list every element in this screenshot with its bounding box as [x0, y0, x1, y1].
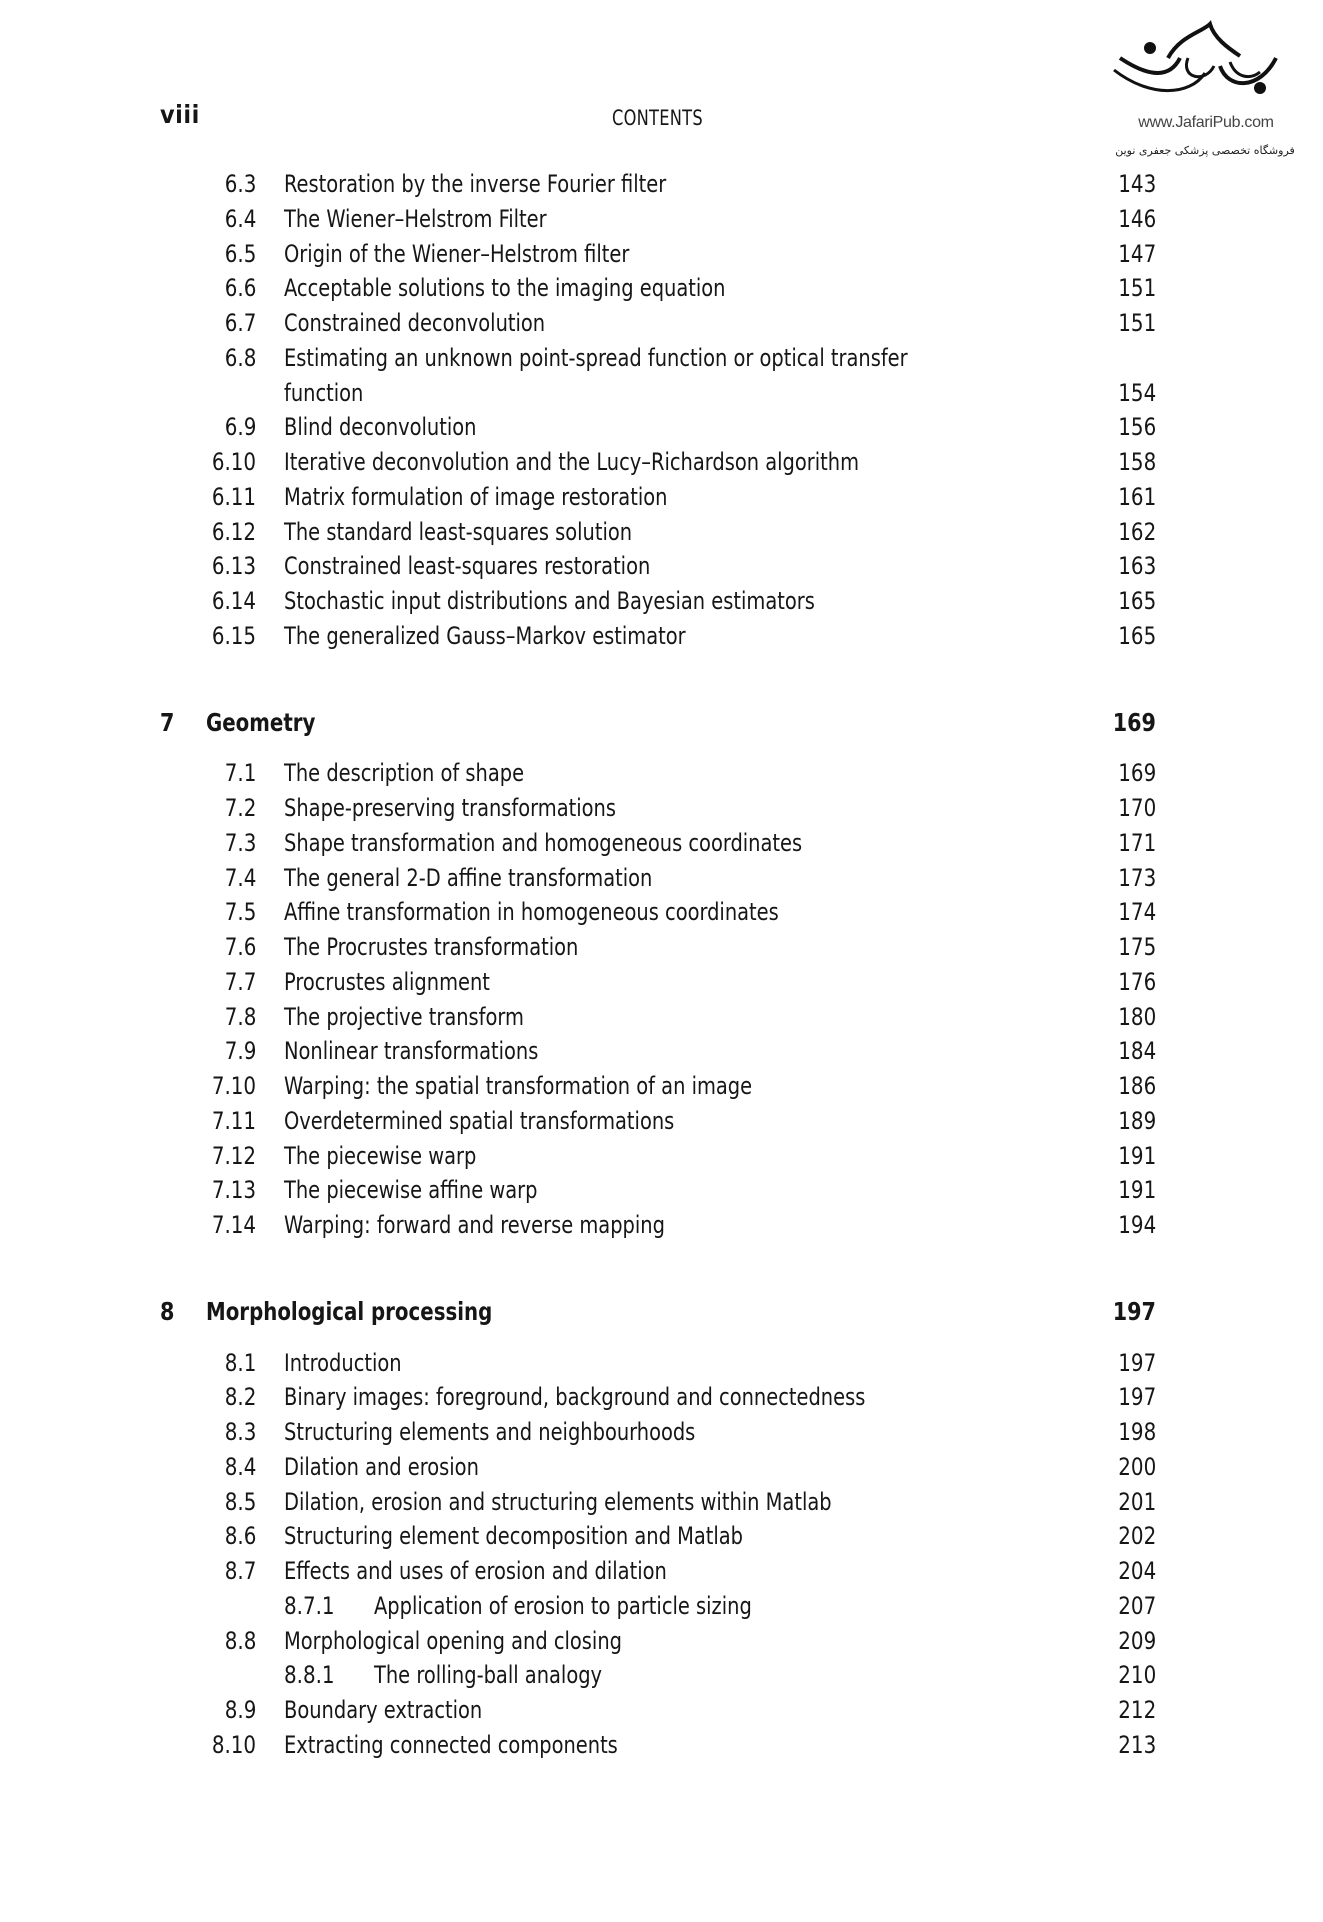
toc-entry-title: function	[284, 378, 364, 407]
toc-section-entry	[0, 410, 1323, 444]
toc-section-entry	[0, 167, 1323, 201]
toc-entry-title: Dilation and erosion	[284, 1452, 479, 1481]
toc-entry-number: 6.8	[224, 343, 256, 372]
toc-entry-title: Warping: forward and reverse mapping	[284, 1211, 665, 1239]
page-folio: viii	[160, 100, 200, 129]
toc-entry-page-number: 174	[1118, 898, 1156, 927]
toc-section-entry	[0, 756, 1323, 790]
toc-section-entry	[0, 861, 1323, 895]
toc-entry-title: The rolling-ball analogy	[374, 1661, 603, 1690]
toc-entry-number: 6.11	[211, 482, 256, 511]
toc-entry-title: Shape transformation and homogeneous coordinates	[284, 828, 803, 857]
toc-entry-page-number: 184	[1118, 1037, 1156, 1066]
toc-entry-page-number: 207	[1118, 1591, 1156, 1620]
toc-entry-number: 8.4	[224, 1452, 256, 1481]
toc-entry-number: 8.6	[224, 1522, 256, 1551]
toc-entry-number: 8.5	[224, 1487, 256, 1516]
toc-entry-title: The Wiener–Helstrom Filter	[284, 204, 547, 233]
toc-entry-number: 8.3	[224, 1418, 256, 1446]
toc-subsection-entry	[0, 1589, 1323, 1623]
toc-entry-page-number: 212	[1118, 1696, 1156, 1724]
toc-entry-page-number: 165	[1118, 621, 1156, 650]
toc-section-entry	[0, 271, 1323, 305]
toc-section-entry	[0, 1519, 1323, 1553]
toc-section-entry	[0, 237, 1323, 271]
toc-section-entry	[0, 1728, 1323, 1762]
calligraphy-logo-icon	[1110, 18, 1280, 110]
toc-entry-number: 6.14	[211, 587, 256, 615]
toc-entry-title: Procrustes alignment	[284, 967, 490, 996]
toc-section-entry	[0, 445, 1323, 479]
toc-entry-number: 8.9	[224, 1696, 256, 1724]
toc-entry-title: Binary images: foreground, background and connectedness	[284, 1383, 866, 1412]
toc-section-entry	[0, 515, 1323, 549]
toc-entry-number: 7.10	[211, 1072, 256, 1100]
toc-entry-number: 8.8	[224, 1626, 256, 1655]
publisher-url: www.JafariPub.com	[1138, 114, 1274, 131]
toc-entry-page-number: 162	[1118, 517, 1156, 546]
toc-entry-number: 7.5	[224, 898, 256, 927]
toc-entry-title: Nonlinear transformations	[284, 1037, 539, 1066]
toc-entry-page-number: 198	[1118, 1418, 1156, 1446]
toc-entry-page-number: 146	[1118, 204, 1156, 233]
toc-entry-number: 7.8	[224, 1002, 256, 1031]
toc-entry-number: 7.12	[211, 1141, 256, 1170]
toc-entry-title: Geometry	[206, 707, 316, 737]
toc-entry-title: Blind deconvolution	[284, 413, 477, 442]
toc-section-entry	[0, 584, 1323, 618]
toc-section-entry	[0, 1000, 1323, 1034]
toc-entry-title: Affine transformation in homogeneous coordinates	[284, 898, 779, 927]
toc-entry-page-number: 186	[1118, 1072, 1156, 1100]
toc-entry-title: Extracting connected components	[284, 1730, 618, 1759]
toc-section-entry	[0, 826, 1323, 860]
toc-entry-number: 8.7	[224, 1557, 256, 1585]
toc-entry-number: 7.9	[224, 1037, 256, 1066]
toc-entry-title: Estimating an unknown point-spread function or optical transfer	[284, 343, 908, 372]
toc-entry-number: 8.2	[224, 1383, 256, 1412]
toc-entry-title: Constrained deconvolution	[284, 309, 546, 337]
toc-entry-title: Matrix formulation of image restoration	[284, 482, 668, 511]
toc-section-entry	[0, 791, 1323, 825]
toc-entry-number: 6.13	[211, 552, 256, 581]
toc-entry-title: Boundary extraction	[284, 1696, 483, 1724]
toc-entry-title: Structuring elements and neighbourhoods	[284, 1418, 696, 1446]
toc-entry-page-number: 151	[1118, 274, 1156, 303]
toc-entry-title: Iterative deconvolution and the Lucy–Richardson algorithm	[284, 448, 860, 476]
toc-section-entry	[0, 1485, 1323, 1519]
toc-entry-title: The general 2-D affine transformation	[284, 863, 653, 892]
toc-entry-number: 8.8.1	[284, 1661, 335, 1690]
toc-entry-title: Introduction	[284, 1348, 402, 1377]
toc-entry-number: 7.4	[224, 863, 256, 892]
toc-entry-page-number: 197	[1118, 1383, 1156, 1412]
toc-entry-page-number: 143	[1118, 170, 1156, 198]
toc-entry-page-number: 169	[1112, 707, 1156, 737]
toc-entry-title: Acceptable solutions to the imaging equation	[284, 274, 726, 303]
toc-section-entry	[0, 1554, 1323, 1588]
toc-entry-number: 6.3	[224, 170, 256, 198]
running-header-title: CONTENTS	[612, 106, 703, 130]
publisher-watermark	[1090, 18, 1300, 157]
toc-entry-page-number: 163	[1118, 552, 1156, 581]
toc-entry-page-number: 173	[1118, 863, 1156, 892]
toc-chapter-entry	[0, 1295, 1323, 1329]
toc-subsection-entry	[0, 1658, 1323, 1692]
toc-entry-title: Overdetermined spatial transformations	[284, 1106, 675, 1135]
toc-entry-number: 7	[160, 707, 175, 737]
toc-entry-title: The standard least-squares solution	[284, 517, 633, 546]
toc-section-entry	[0, 1139, 1323, 1173]
toc-section-entry	[0, 619, 1323, 653]
toc-section-entry	[0, 965, 1323, 999]
toc-entry-page-number: 197	[1118, 1348, 1156, 1377]
toc-section-entry	[0, 1208, 1323, 1242]
toc-entry-title: The generalized Gauss–Markov estimator	[284, 621, 686, 650]
toc-entry-page-number: 191	[1118, 1141, 1156, 1170]
toc-entry-page-number: 202	[1118, 1522, 1156, 1551]
toc-entry-number: 8.7.1	[284, 1591, 335, 1620]
toc-entry-title: Warping: the spatial transformation of an image	[284, 1072, 753, 1100]
toc-entry-page-number: 209	[1118, 1626, 1156, 1655]
toc-entry-number: 6.9	[224, 413, 256, 442]
toc-entry-number: 7.7	[224, 967, 256, 996]
toc-entry-title: Structuring element decomposition and Matlab	[284, 1522, 744, 1551]
toc-entry-title: Shape-preserving transformations	[284, 794, 616, 822]
toc-section-entry	[0, 549, 1323, 583]
toc-entry-continuation	[0, 376, 1323, 410]
toc-section-entry	[0, 1693, 1323, 1727]
toc-section-entry	[0, 306, 1323, 340]
toc-entry-title: The Procrustes transformation	[284, 933, 579, 961]
toc-entry-page-number: 176	[1118, 967, 1156, 996]
toc-entry-title: Morphological opening and closing	[284, 1626, 623, 1655]
toc-section-entry	[0, 341, 1323, 375]
toc-entry-title: Application of erosion to particle sizing	[374, 1591, 752, 1620]
toc-entry-page-number: 200	[1118, 1452, 1156, 1481]
toc-section-entry	[0, 1450, 1323, 1484]
toc-entry-title: Effects and uses of erosion and dilation	[284, 1557, 667, 1585]
toc-entry-page-number: 156	[1118, 413, 1156, 442]
toc-entry-page-number: 189	[1118, 1106, 1156, 1135]
toc-entry-page-number: 180	[1118, 1002, 1156, 1031]
publisher-tagline: فروشگاه تخصصی پزشکی جعفری نوین	[1115, 144, 1295, 157]
toc-entry-number: 7.14	[211, 1211, 256, 1239]
toc-section-entry	[0, 1034, 1323, 1068]
toc-entry-number: 7.11	[211, 1106, 256, 1135]
toc-section-entry	[0, 1415, 1323, 1449]
toc-entry-number: 6.4	[224, 204, 256, 233]
toc-entry-number: 7.1	[224, 759, 256, 788]
toc-entry-page-number: 165	[1118, 587, 1156, 615]
toc-entry-title: Constrained least-squares restoration	[284, 552, 651, 581]
toc-entry-page-number: 171	[1118, 828, 1156, 857]
toc-entry-page-number: 169	[1118, 759, 1156, 788]
toc-entry-number: 8	[160, 1296, 175, 1326]
toc-entry-page-number: 175	[1118, 933, 1156, 961]
toc-entry-title: Dilation, erosion and structuring elements within Matlab	[284, 1487, 832, 1516]
toc-entry-number: 6.5	[224, 239, 256, 268]
toc-entry-page-number: 158	[1118, 448, 1156, 476]
toc-entry-page-number: 204	[1118, 1557, 1156, 1585]
toc-entry-title: Stochastic input distributions and Bayesian estimators	[284, 587, 815, 615]
toc-entry-number: 8.1	[224, 1348, 256, 1377]
toc-entry-title: Restoration by the inverse Fourier filter	[284, 170, 667, 198]
toc-section-entry	[0, 1624, 1323, 1658]
toc-entry-page-number: 147	[1118, 239, 1156, 268]
toc-entry-page-number: 191	[1118, 1176, 1156, 1205]
toc-entry-page-number: 213	[1118, 1730, 1156, 1759]
toc-entry-title: The piecewise warp	[284, 1141, 477, 1170]
toc-entry-number: 6.6	[224, 274, 256, 303]
toc-entry-number: 7.6	[224, 933, 256, 961]
toc-section-entry	[0, 930, 1323, 964]
toc-section-entry	[0, 1380, 1323, 1414]
toc-entry-page-number: 154	[1118, 378, 1156, 407]
toc-entry-title: The projective transform	[284, 1002, 524, 1031]
toc-entry-title: Origin of the Wiener–Helstrom filter	[284, 239, 630, 268]
toc-entry-number: 7.2	[224, 794, 256, 822]
toc-section-entry	[0, 1346, 1323, 1380]
toc-section-entry	[0, 202, 1323, 236]
toc-section-entry	[0, 895, 1323, 929]
toc-entry-title: The description of shape	[284, 759, 525, 788]
toc-entry-number: 7.13	[211, 1176, 256, 1205]
toc-entry-page-number: 161	[1118, 482, 1156, 511]
toc-entry-page-number: 210	[1118, 1661, 1156, 1690]
toc-section-entry	[0, 1104, 1323, 1138]
toc-section-entry	[0, 1069, 1323, 1103]
toc-entry-title: The piecewise affine warp	[284, 1176, 538, 1205]
toc-entry-number: 6.7	[224, 309, 256, 337]
toc-section-entry	[0, 480, 1323, 514]
toc-entry-page-number: 170	[1118, 794, 1156, 822]
toc-entry-page-number: 197	[1112, 1296, 1156, 1326]
toc-entry-page-number: 151	[1118, 309, 1156, 337]
toc-entry-number: 6.12	[211, 517, 256, 546]
toc-chapter-entry	[0, 706, 1323, 740]
toc-entry-number: 8.10	[211, 1730, 256, 1759]
toc-entry-title: Morphological processing	[206, 1296, 493, 1326]
toc-entry-number: 6.15	[211, 621, 256, 650]
toc-entry-page-number: 194	[1118, 1211, 1156, 1239]
toc-entry-page-number: 201	[1118, 1487, 1156, 1516]
toc-section-entry	[0, 1173, 1323, 1207]
toc-entry-number: 6.10	[211, 448, 256, 476]
toc-entry-number: 7.3	[224, 828, 256, 857]
